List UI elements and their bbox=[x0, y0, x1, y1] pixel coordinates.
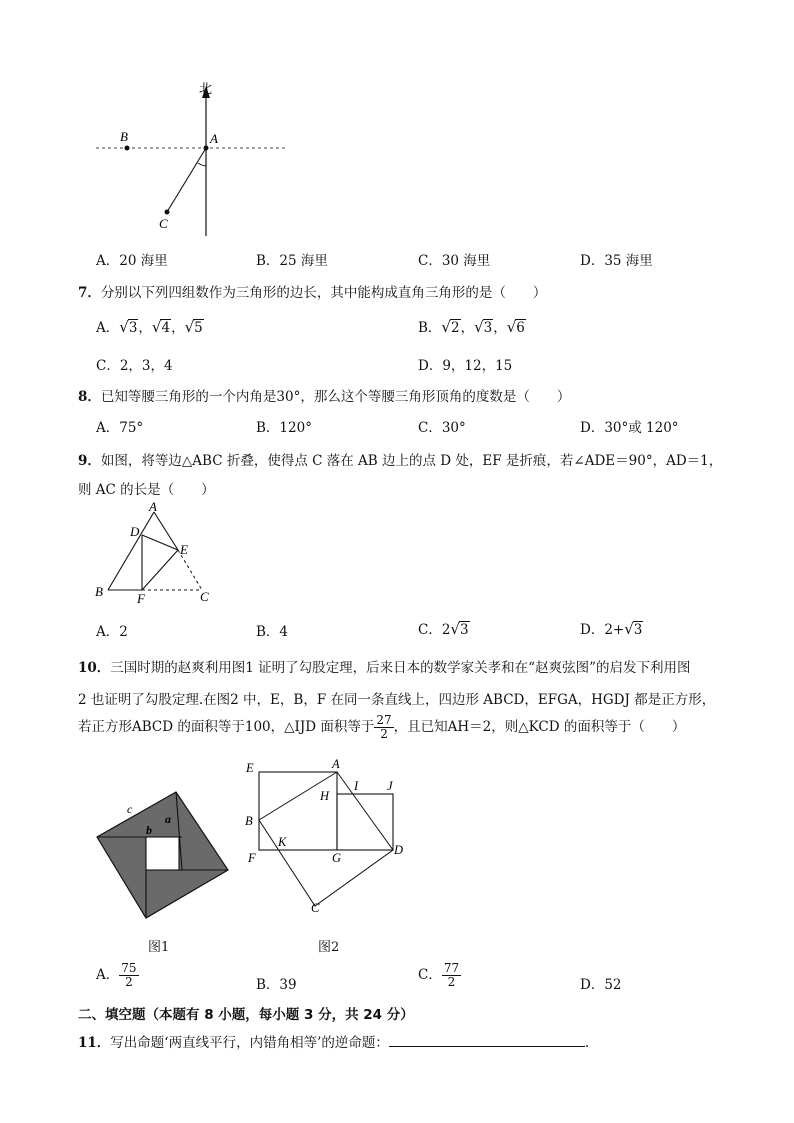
fig1-c-label: c bbox=[127, 802, 133, 816]
q10-option-c: C． $\frac{77}{2}$ bbox=[418, 961, 460, 989]
q7-option-d: D．9，12，15 bbox=[418, 358, 513, 374]
q9-stem-line2: 则 AC 的长是（ ） bbox=[78, 482, 215, 498]
q7-a-label: A． bbox=[96, 320, 120, 336]
q10-stem-line1 bbox=[78, 656, 690, 676]
q9-number: 9． bbox=[78, 453, 101, 469]
q7-stem bbox=[78, 281, 546, 301]
q10-figure-1 bbox=[92, 786, 232, 922]
q10-stem-line3: 若正方形ABCD 的面积等于100，△IJD 面积等于 $\frac{27}{2}$ ，且已知AH＝2，则△KCD 的面积等于（ ） bbox=[78, 713, 686, 741]
answer-blank[interactable] bbox=[389, 1034, 585, 1047]
fraction-27-2: $\frac{27}{2}$ bbox=[376, 713, 392, 741]
fig1-a-label: a bbox=[165, 812, 171, 826]
sqrt-6: √6 bbox=[506, 318, 525, 336]
q10-option-a: A． $\frac{75}{2}$ bbox=[96, 961, 137, 989]
q9-option-d: D．2+√3 bbox=[580, 620, 643, 638]
q10-stem-line2: 2 也证明了勾股定理.在图2 中，E，B，F 在同一条直线上，四边形 ABCD，EFGA，HGDJ 都是正方形， bbox=[78, 692, 716, 708]
q8-option-a: A．75° bbox=[96, 420, 144, 436]
q7-option-c: C．2，3，4 bbox=[96, 358, 173, 374]
sqrt-3: √3 bbox=[119, 318, 138, 336]
fig2-a-label: A bbox=[332, 757, 340, 771]
q11-stem: 11．写出命题‘两直线平行，内错角相等’的逆命题： . bbox=[78, 1035, 590, 1051]
sqrt-4: √4 bbox=[151, 318, 171, 336]
q9-option-c: C．2√3 bbox=[418, 620, 469, 638]
q6-option-d: D．35 海里 bbox=[580, 253, 653, 269]
point-c-label: C bbox=[159, 216, 168, 231]
q6-option-c: C．30 海里 bbox=[418, 253, 491, 269]
sqrt-5: √5 bbox=[184, 318, 203, 336]
q7-option-a: A．√3，√4，√5 bbox=[96, 318, 203, 336]
q8-option-b: B．120° bbox=[256, 420, 312, 436]
q8-stem bbox=[78, 385, 570, 405]
q10-option-b: B．39 bbox=[256, 977, 297, 993]
q8-text: 已知等腰三角形的一个内角是30°，那么这个等腰三角形顶角的度数是（ ） bbox=[100, 389, 571, 405]
q10-number: 10． bbox=[78, 660, 111, 676]
q8-option-c: C．30° bbox=[418, 420, 466, 436]
q10-figure-2 bbox=[240, 754, 415, 916]
fig1-b-label: b bbox=[146, 823, 152, 837]
fig9-e-label: E bbox=[180, 542, 188, 557]
section-heading: 二、填空题（本题有 8 小题，每小题 3 分，共 24 分） bbox=[78, 1007, 414, 1023]
q7-number: 7． bbox=[78, 285, 101, 301]
q9-option-b: B．4 bbox=[256, 624, 289, 640]
sqrt-3b: √3 bbox=[474, 318, 493, 336]
q7-b-label: B． bbox=[418, 320, 442, 336]
fig9-b-label: B bbox=[95, 584, 103, 599]
q6-option-b: B．25 海里 bbox=[256, 253, 328, 269]
q10-option-d: D．52 bbox=[580, 977, 622, 993]
q10-text-1: 三国时期的赵爽利用图1 证明了勾股定理，后来日本的数学家关孝和在“赵爽弦图”的启发下利用图 bbox=[110, 660, 691, 676]
fig2-f-label: F bbox=[248, 851, 256, 865]
q7-option-b: B．√2，√3，√6 bbox=[418, 318, 525, 336]
fig2-k-label: K bbox=[278, 835, 287, 849]
fig9-c-label: C bbox=[200, 589, 209, 604]
fig9-f-label: F bbox=[137, 591, 145, 606]
fig2-h-label: H bbox=[320, 789, 330, 803]
fig2-d-label: D bbox=[394, 843, 404, 857]
fig2-c-label: C bbox=[311, 901, 320, 915]
q11-text: 写出命题‘两直线平行，内错角相等’的逆命题： bbox=[110, 1035, 389, 1051]
q8-option-d: D．30°或 120° bbox=[580, 420, 679, 436]
fig2-e-label: E bbox=[246, 761, 254, 775]
north-label: 北 bbox=[199, 82, 213, 97]
q11-number: 11． bbox=[78, 1035, 111, 1051]
q6-figure bbox=[88, 78, 298, 240]
fig1-caption: 图1 bbox=[148, 940, 170, 955]
q9-option-a: A．2 bbox=[96, 624, 128, 640]
q6-option-a: A．20 海里 bbox=[96, 253, 168, 269]
sqrt-2: √2 bbox=[441, 318, 460, 336]
fig2-j-label: J bbox=[387, 779, 393, 793]
fig2-i-label: I bbox=[354, 779, 359, 793]
fig9-a-label: A bbox=[149, 500, 157, 514]
point-a-label: A bbox=[210, 131, 218, 146]
q9-figure bbox=[90, 500, 220, 606]
point-b-label: B bbox=[120, 129, 128, 144]
fig9-d-label: D bbox=[130, 524, 140, 539]
q9-stem-line1 bbox=[78, 449, 722, 469]
fig2-g-label: G bbox=[332, 851, 342, 865]
q9-text-1: 如图，将等边△ABC 折叠，使得点 C 落在 AB 边上的点 D 处，EF 是折痕，若∠ADE＝90°，AD＝1， bbox=[100, 453, 723, 469]
fig2-b-label: B bbox=[245, 814, 253, 828]
q7-text: 分别以下列四组数作为三角形的边长，其中能构成直角三角形的是（ ） bbox=[100, 285, 547, 301]
fig2-caption: 图2 bbox=[318, 940, 340, 955]
q8-number: 8． bbox=[78, 389, 101, 405]
